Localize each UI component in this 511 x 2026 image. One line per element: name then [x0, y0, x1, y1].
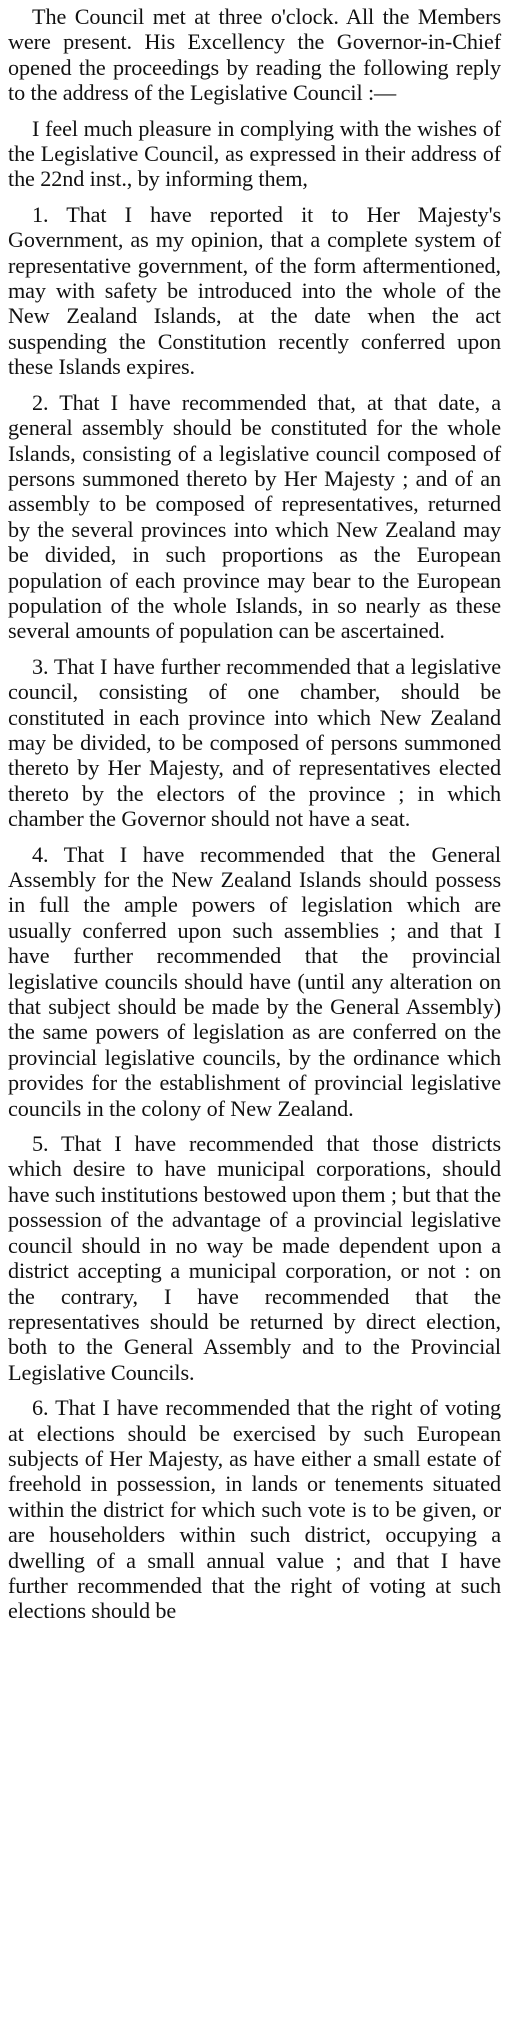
- paragraph-point-5: 5. That I have recommended that those districts which desire to have municipal corporations, should have such institutions bestowed upon them ; but that the possession of the advantage of a provincial legislative council should in no way be made dependent upon a district accepting a municipal corporation, or not : on the contrary, I have recommended that the representatives should be returned by direct election, both to the General Assembly and to the Provincial Legislative Councils.: [8, 1131, 501, 1385]
- paragraph-council-opening: The Council met at three o'clock. All the Members were present. His Excellency the Governor-in-Chief opened the proceedings by reading the following reply to the address of the Legislative Council :—: [8, 4, 501, 106]
- paragraph-point-1: 1. That I have reported it to Her Majesty's Government, as my opinion, that a complete system of representative government, of the form aftermentioned, may with safety be introduced into the whole of the New Zealand Islands, at the date when the act suspending the Constitution recently conferred upon these Islands expires.: [8, 201, 501, 380]
- paragraph-point-3: 3. That I have further recommended that a legislative council, consisting of one chamber, should be constituted in each province into which New Zealand may be divided, to be composed of persons summoned thereto by Her Majesty, and of representatives elected thereto by the electors of the province ; in which chamber the Governor should not have a seat.: [8, 653, 501, 832]
- paragraph-point-6: 6. That I have recommended that the right of voting at elections should be exercised by such European subjects of Her Majesty, as have either a small estate of freehold in possession, in lands or tenements situated within the district for which such vote is to be given, or are householders within such district, occupying a dwelling of a small annual value ; and that I have further recommended that the right of voting at such elections should be: [8, 1395, 501, 1624]
- paragraph-point-4: 4. That I have recommended that the General Assembly for the New Zealand Islands should possess in full the ample powers of legislation which are usually conferred upon such assemblies ; and that I have further recommended that the provincial legislative councils should have (until any alteration on that subject should be made by the General Assembly) the same powers of legislation as are conferred on the provincial legislative councils, by the ordinance which provides for the establishment of provincial legislative councils in the colony of New Zealand.: [8, 841, 501, 1121]
- paragraph-reply-intro: I feel much pleasure in complying with the wishes of the Legislative Council, as expressed in their address of the 22nd inst., by informing them,: [8, 115, 501, 192]
- paragraph-point-2: 2. That I have recommended that, at that date, a general assembly should be constituted for the whole Islands, consisting of a legislative council composed of persons summoned thereto by Her Majesty ; and of an assembly to be composed of representatives, returned by the several provinces into which New Zealand may be divided, in such proportions as the European population of each province may bear to the European population of the whole Islands, in so nearly as these several amounts of population can be ascertained.: [8, 389, 501, 644]
